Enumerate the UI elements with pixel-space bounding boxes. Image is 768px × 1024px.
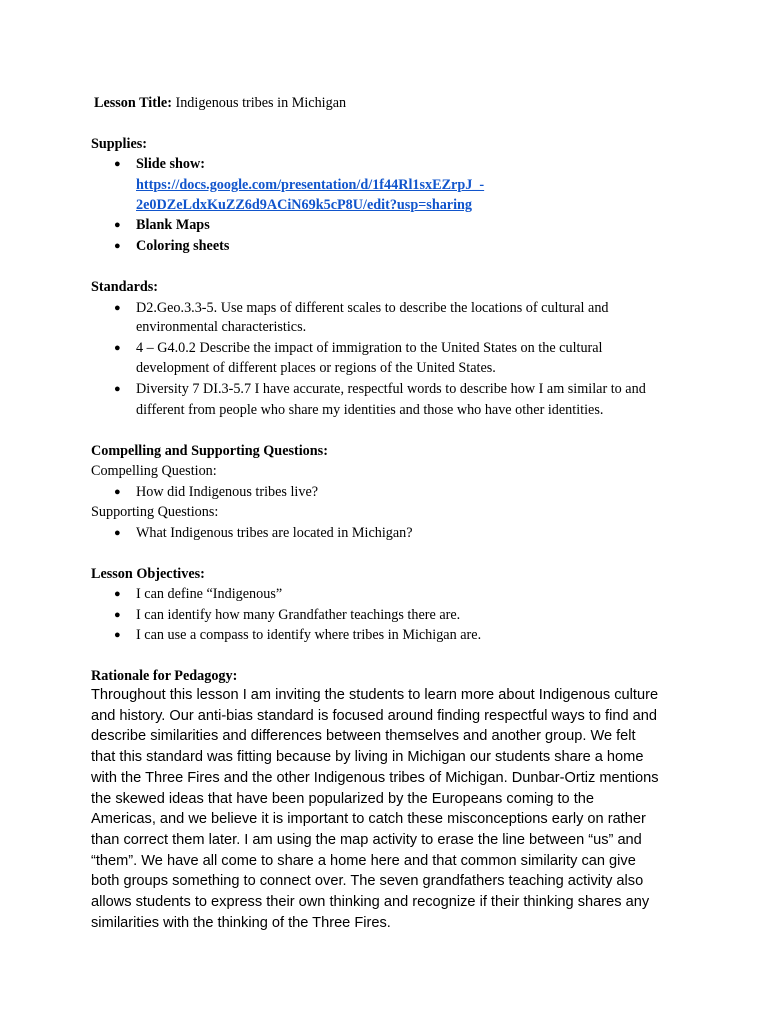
bullet-icon: ● (114, 240, 121, 252)
compelling-question-item: How did Indigenous tribes live? (136, 484, 319, 500)
standard-item-line: development of different places or regions of the United States. (136, 360, 496, 376)
rationale-line: Throughout this lesson I am inviting the students to learn more about Indigenous culture (91, 687, 659, 703)
rationale-line: similarities with the thinking of the Three Fires. (91, 914, 391, 931)
lesson-title-label: Lesson Title: (94, 95, 172, 111)
standard-item-line: 4 – G4.0.2 Describe the impact of immigration to the United States on the cultural (136, 340, 603, 356)
objectives-heading: Lesson Objectives: (91, 566, 205, 582)
rationale-line: describe similarities and differences between themselves and another group. We felt (91, 728, 636, 745)
bullet-icon: ● (114, 609, 121, 621)
standard-item-line: different from people who share my identities and those who have other identities. (136, 402, 604, 418)
supporting-question-item: What Indigenous tribes are located in Michigan? (136, 525, 413, 541)
lesson-title-value: Indigenous tribes in Michigan (175, 95, 347, 111)
bullet-icon: ● (114, 588, 121, 600)
rationale-line: that this standard was fitting because by living in Michigan our students share a home (91, 749, 644, 766)
rationale-line: both groups something to connect over. The seven grandfathers teaching activity also (91, 873, 644, 890)
slideshow-link-line1[interactable]: https://docs.google.com/presentation/d/1f44Rl1sxEZrpJ_- (136, 177, 485, 193)
supplies-heading: Supplies: (91, 136, 147, 152)
rationale-line: allows students to express their own thinking and recognize if their thinking shares any (91, 894, 650, 911)
objective-item: I can define “Indigenous” (136, 586, 283, 602)
bullet-icon: ● (114, 158, 121, 170)
rationale-line: with the Three Fires and the other Indigenous tribes of Michigan. Dunbar-Ortiz mentions (91, 769, 659, 786)
standard-item-line: D2.Geo.3.3-5. Use maps of different scales to describe the locations of cultural and (136, 300, 609, 316)
standard-item-line: environmental characteristics. (136, 319, 307, 335)
bullet-icon: ● (114, 383, 121, 395)
bullet-icon: ● (114, 302, 121, 314)
rationale-line: “them”. We have all come to share a home here and that common similarity can give (91, 852, 636, 869)
rationale-line: than correct them later. I am using the map activity to erase the line between “us” and (91, 831, 642, 848)
bullet-icon: ● (114, 219, 121, 231)
lesson-title (94, 93, 346, 113)
bullet-icon: ● (114, 342, 121, 354)
rationale-line: the skewed ideas that have been popularized by the Europeans coming to the (91, 790, 595, 807)
bullet-icon: ● (114, 486, 121, 498)
supply-item-slideshow: Slide show: (136, 156, 205, 172)
bullet-icon: ● (114, 527, 121, 539)
supply-item-blank-maps: Blank Maps (136, 217, 210, 233)
rationale-paragraph (91, 685, 691, 933)
objective-item: I can use a compass to identify where tribes in Michigan are. (136, 627, 482, 643)
supply-item-coloring-sheets: Coloring sheets (136, 238, 230, 254)
bullet-icon: ● (114, 629, 121, 641)
rationale-line: Americas, and we believe it is important to catch these misconceptions early on rather (91, 811, 646, 828)
objective-item: I can identify how many Grandfather teachings there are. (136, 607, 461, 623)
rationale-line: and history. Our anti-bias standard is focused around finding respectful ways to find and (91, 707, 657, 724)
supporting-questions-label: Supporting Questions: (91, 504, 219, 520)
rationale-heading: Rationale for Pedagogy: (91, 668, 238, 684)
standards-heading: Standards: (91, 279, 159, 295)
slideshow-link-line2[interactable]: 2e0DZeLdxKuZZ6d9ACiN69k5cP8U/edit?usp=sharing (136, 197, 473, 213)
standard-item-line: Diversity 7 DI.3-5.7 I have accurate, respectful words to describe how I am similar to and (136, 381, 646, 397)
questions-heading: Compelling and Supporting Questions: (91, 443, 328, 459)
compelling-question-label: Compelling Question: (91, 463, 217, 479)
